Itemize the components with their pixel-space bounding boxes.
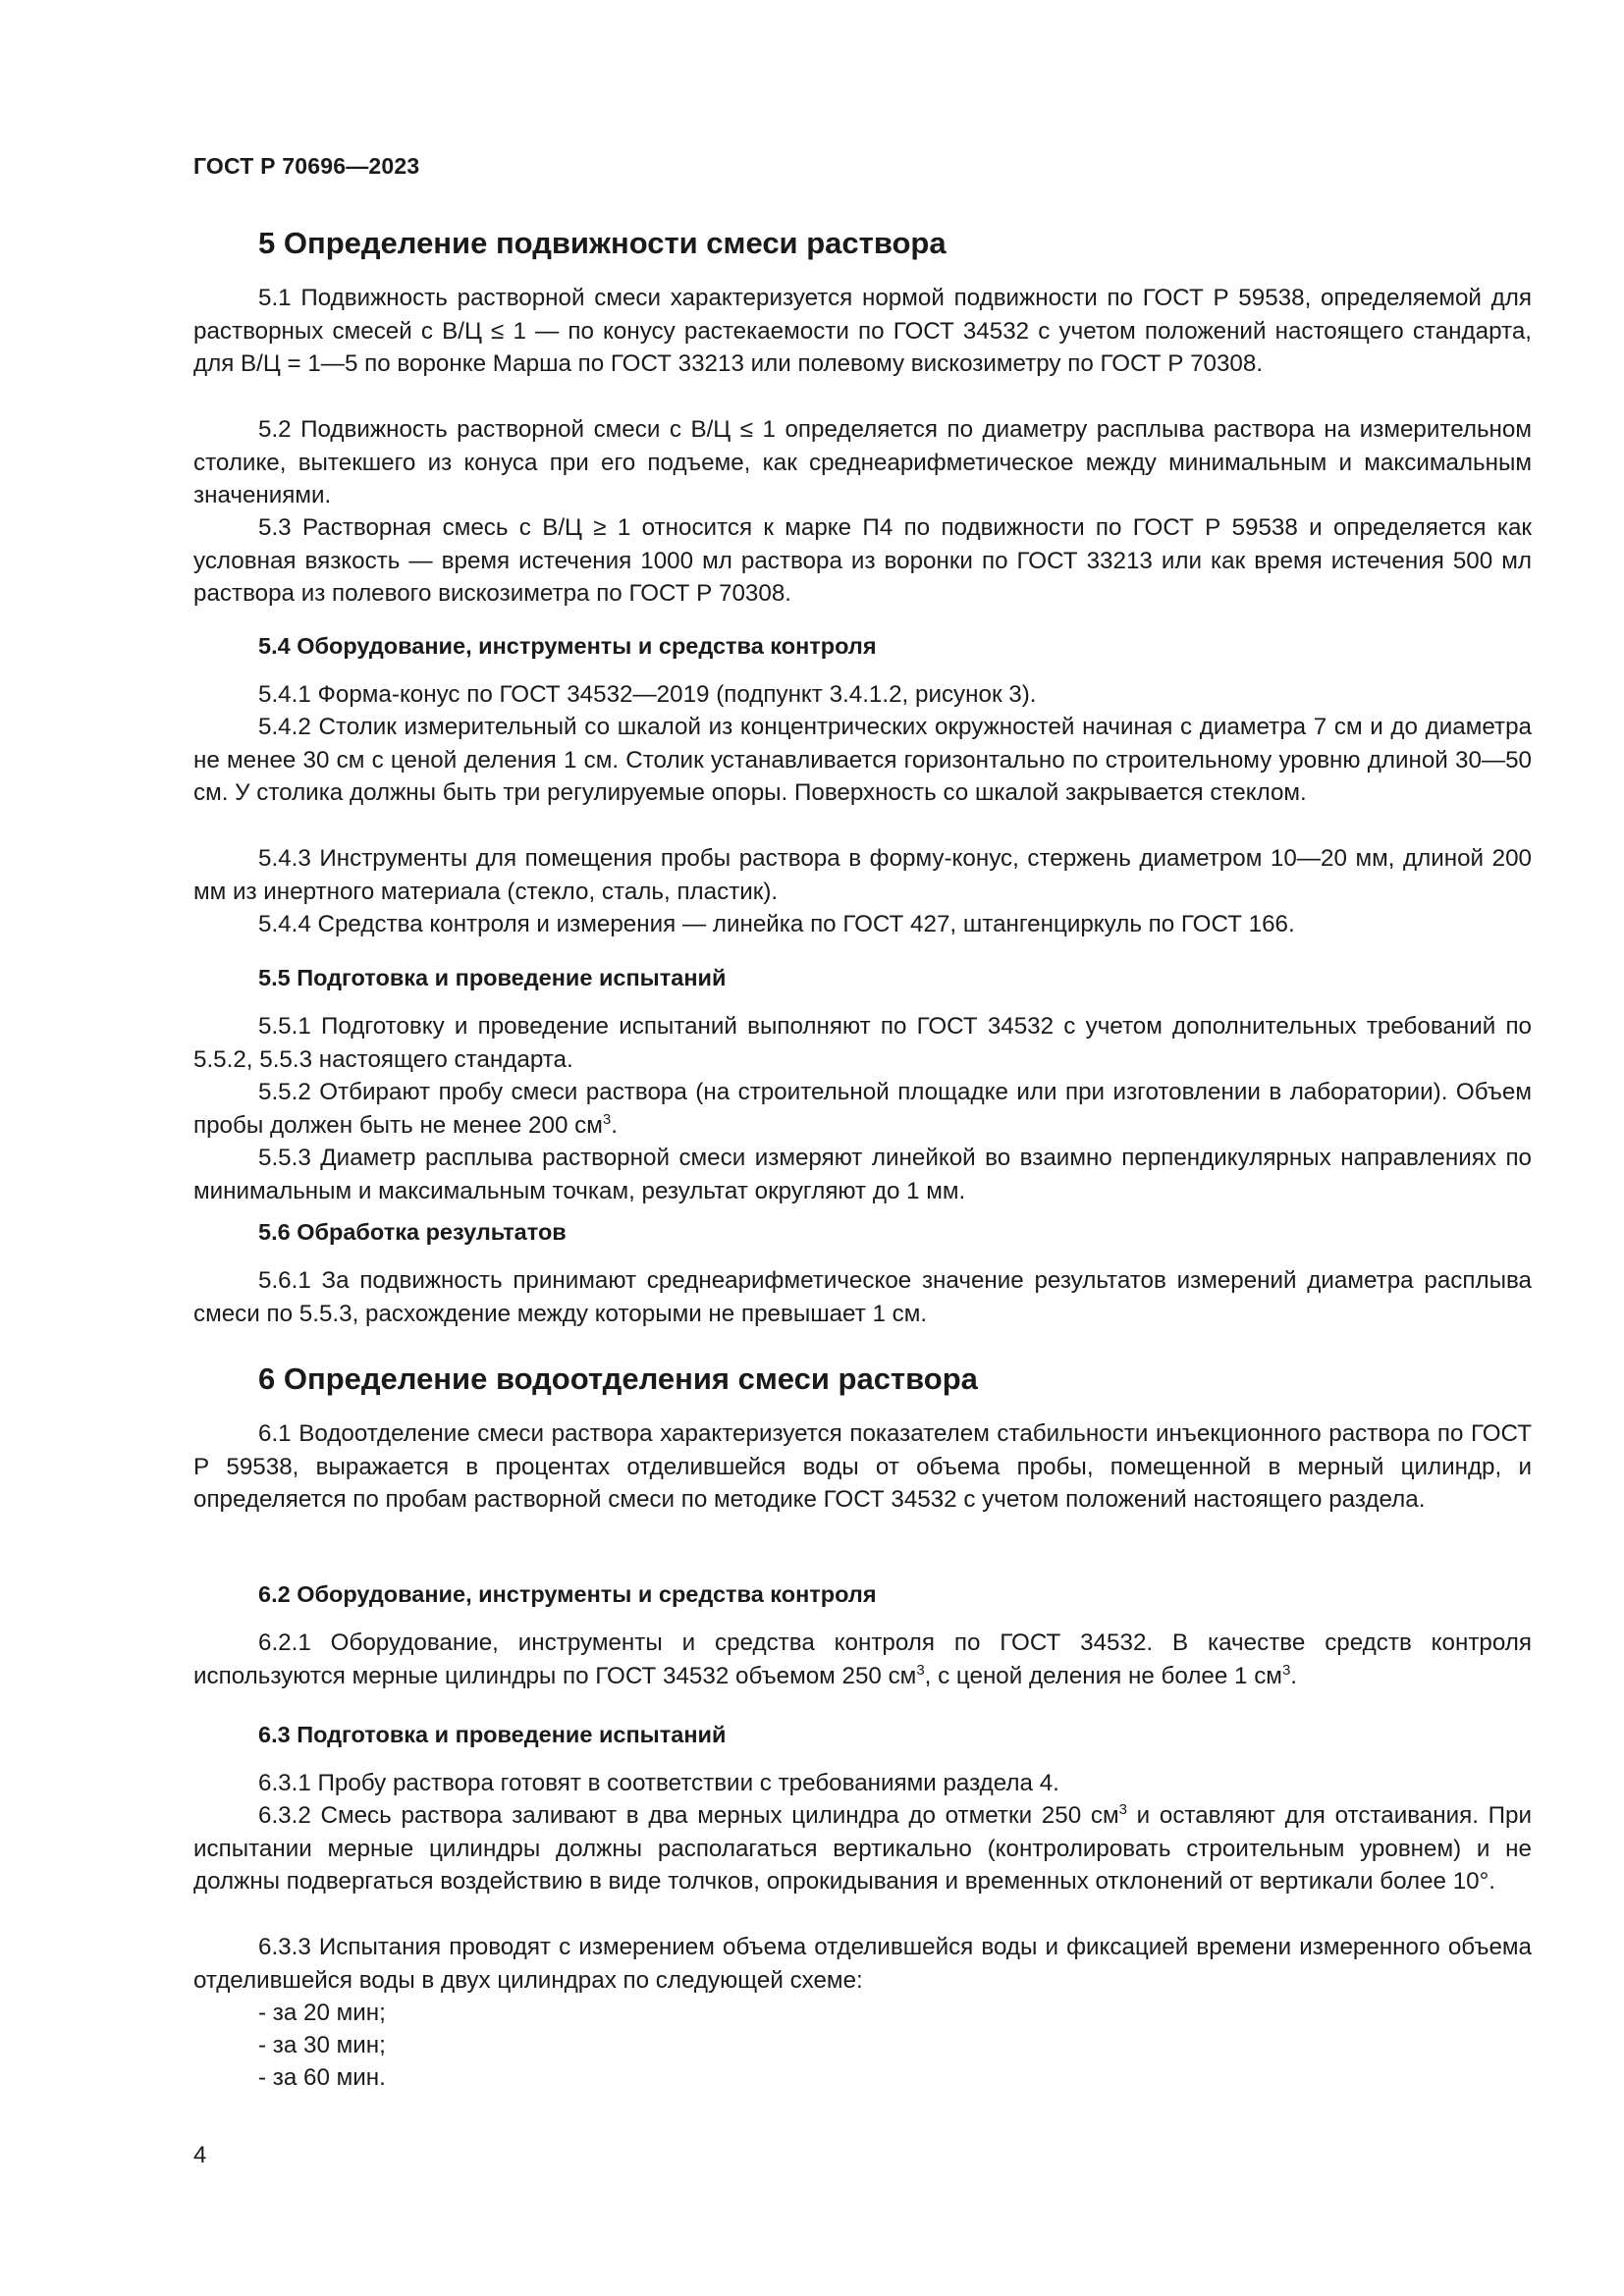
- paragraph-6-1: 6.1 Водоотделение смеси раствора характеризуется показателем стабильности инъекционного раствора по ГОСТ Р 59538, выражается в процентах отделившейся воды от объема пробы, помещенной в мерный цилиндр, и определяется по пробам растворной смеси по методике ГОСТ 34532 с учетом положений настоящего раздела.: [193, 1420, 1532, 1513]
- subsection-5-6-title: 5.6 Обработка результатов: [258, 1219, 567, 1245]
- subsection-6-2-title: 6.2 Оборудование, инструменты и средства контроля: [258, 1581, 877, 1607]
- paragraph-5-5-2-text: 5.5.2 Отбирают пробу смеси раствора (на строительной площадке или при изготовлении в лаборатории). Объем пробы должен быть не менее 200 см: [193, 1079, 1532, 1139]
- superscript: 3: [1118, 1801, 1127, 1818]
- paragraph-5-5-3: 5.5.3 Диаметр расплыва растворной смеси измеряют линейкой во взаимно перпендикулярных направлениях по минимальным и максимальным точкам, результат округляют до 1 мм.: [193, 1145, 1532, 1204]
- paragraph-5-4-4: 5.4.4 Средства контроля и измерения — линейка по ГОСТ 427, штангенциркуль по ГОСТ 166.: [258, 911, 1295, 937]
- subsection-6-3-title: 6.3 Подготовка и проведение испытаний: [258, 1722, 727, 1747]
- paragraph-6-3-3: 6.3.3 Испытания проводят с измерением объема отделившейся воды и фиксацией времени измеренного объема отделившейся воды в двух цилиндрах по следующей схеме:: [193, 1934, 1532, 1994]
- paragraph-5-3: 5.3 Растворная смесь с В/Ц ≥ 1 относится к марке П4 по подвижности по ГОСТ Р 59538 и определяется как условная вязкость — время истечения 1000 мл раствора из воронки по ГОСТ 33213 или как время истечения 500 мл раствора из полевого вискозиметра по ГОСТ Р 70308.: [193, 514, 1532, 607]
- superscript: 3: [1281, 1661, 1291, 1679]
- paragraph-6-3-1: 6.3.1 Пробу раствора готовят в соответствии с требованиями раздела 4.: [258, 1770, 1059, 1796]
- paragraph-6-2-1: [193, 1627, 1532, 1692]
- paragraph-5-5-2-end: .: [611, 1111, 618, 1139]
- list-item: - за 20 мин;: [258, 2000, 386, 2026]
- paragraph-6-2-1-text-a: 6.2.1 Оборудование, инструменты и средства контроля по ГОСТ 34532. В качестве средств контроля используются мерные цилиндры по ГОСТ 34532 объемом 250 см: [193, 1629, 1532, 1689]
- paragraph-5-5-2: [193, 1076, 1532, 1142]
- section-5-title: 5 Определение подвижности смеси раствора: [258, 226, 947, 260]
- page-number: 4: [193, 2142, 207, 2168]
- paragraph-6-3-2-text-a: 6.3.2 Смесь раствора заливают в два мерных цилиндра до отметки 250 см: [258, 1802, 1119, 1829]
- paragraph-6-2-1-text-b: , с ценой деления не более 1 см: [924, 1662, 1282, 1689]
- subsection-5-5-title: 5.5 Подготовка и проведение испытаний: [258, 965, 727, 990]
- list-item: - за 60 мин.: [258, 2064, 386, 2091]
- paragraph-5-4-3: 5.4.3 Инструменты для помещения пробы раствора в форму-конус, стержень диаметром 10—20 мм, длиной 200 мм из инертного материала (стекло, сталь, пластик).: [193, 845, 1532, 905]
- paragraph-5-5-1: 5.5.1 Подготовку и проведение испытаний выполняют по ГОСТ 34532 с учетом дополнительных требований по 5.5.2, 5.5.3 настоящего стандарта.: [193, 1013, 1532, 1073]
- subsection-5-4-title: 5.4 Оборудование, инструменты и средства контроля: [258, 633, 877, 659]
- superscript: 3: [916, 1661, 925, 1679]
- paragraph-5-4-2: 5.4.2 Столик измерительный со шкалой из концентрических окружностей начиная с диаметра 7 см и до диаметра не менее 30 см с ценой деления 1 см. Столик устанавливается горизонтально по строительному уровню длиной 30—50 см. У столика должны быть три регулируемые опоры. Поверхность со шкалой закрывается стеклом.: [193, 714, 1532, 806]
- superscript: 3: [602, 1110, 612, 1128]
- paragraph-5-6-1: 5.6.1 За подвижность принимают среднеарифметическое значение результатов измерений диаметра расплыва смеси по 5.5.3, расхождение между которыми не превышает 1 см.: [193, 1267, 1532, 1327]
- section-6-title: 6 Определение водоотделения смеси раствора: [258, 1362, 978, 1396]
- list-item: - за 30 мин;: [258, 2032, 386, 2058]
- paragraph-5-1: 5.1 Подвижность растворной смеси характеризуется нормой подвижности по ГОСТ Р 59538, определяемой для растворных смесей с В/Ц ≤ 1 — по конусу растекаемости по ГОСТ 34532 с учетом положений настоящего стандарта, для В/Ц = 1—5 по воронке Марша по ГОСТ 33213 или полевому вискозиметру по ГОСТ Р 70308.: [193, 285, 1532, 377]
- paragraph-5-2: 5.2 Подвижность растворной смеси с В/Ц ≤ 1 определяется по диаметру расплыва раствора на измерительном столике, вытекшего из конуса при его подъеме, как среднеарифметическое между минимальным и максимальным значениями.: [193, 416, 1532, 508]
- paragraph-5-4-1: 5.4.1 Форма-конус по ГОСТ 34532—2019 (подпункт 3.4.1.2, рисунок 3).: [258, 681, 1037, 708]
- paragraph-6-2-1-text-c: .: [1290, 1662, 1298, 1689]
- paragraph-6-3-2-text-b: и оставляют для отстаивания. При испытании мерные цилиндры должны располагаться вертикально (контролировать строительным уровнем) и не должны подвергаться воздействию в виде толчков, опрокидывания и временных отклонений от вертикали более 10°.: [193, 1802, 1532, 1895]
- document-header: ГОСТ Р 70696—2023: [193, 153, 420, 179]
- paragraph-6-3-2: [193, 1799, 1532, 1898]
